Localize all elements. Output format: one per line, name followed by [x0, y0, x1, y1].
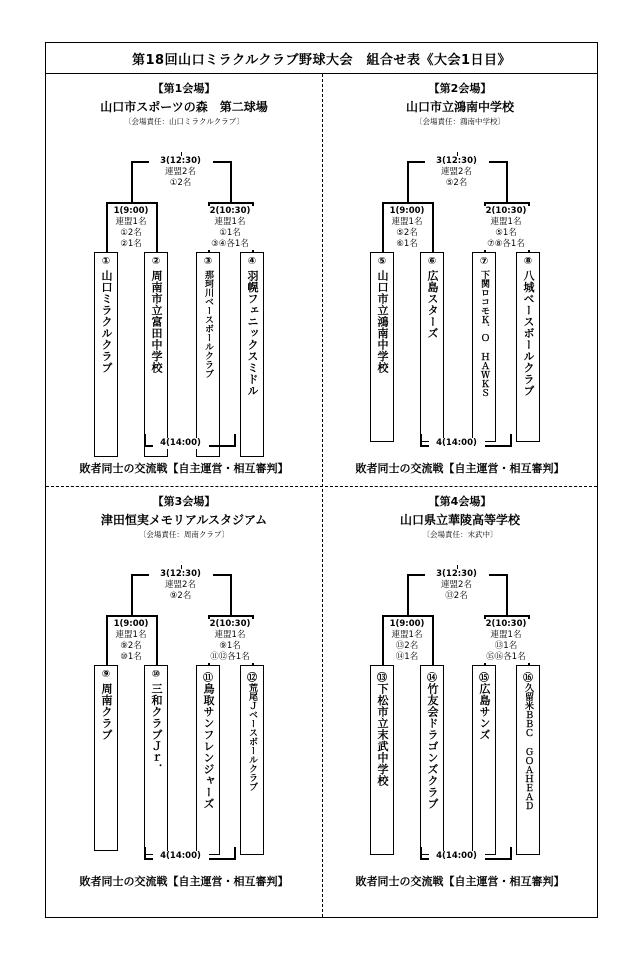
semi-match-left-official-2: ⑨2名 [120, 641, 142, 651]
venue-label: 【第2会場】 [428, 82, 492, 95]
semi-match-left-official-1: 連盟1名 [391, 630, 423, 640]
semi-match-left-official-3: ⑩1名 [120, 652, 142, 662]
semi-match-left-official-3: ⑥1名 [396, 239, 418, 249]
team-name: 山口ミラクルクラブ [100, 270, 113, 374]
semi-match-left-official-2: ⑤2名 [396, 228, 418, 238]
bracket-line [208, 615, 254, 617]
semi-match-right-number: 2(10:30) [209, 206, 251, 216]
semi-match-right-official-2: ①1名 [219, 228, 241, 238]
semi-match-left [384, 206, 430, 250]
team-name: 八城ベースボールクラブ [522, 270, 535, 397]
consolation-match-number: 4(14:00) [153, 851, 209, 862]
final-match [149, 156, 213, 189]
venue-label: 【第4会場】 [428, 495, 492, 508]
final-match-number: 3(12:30) [436, 156, 477, 166]
team-name: 三和クラブＪｒ． [150, 683, 163, 775]
final-match [425, 569, 489, 602]
team-number: ⑯ [523, 673, 533, 684]
semi-match-right-official-2: ⑤1名 [495, 228, 517, 238]
loser-exchange-note: 敗者同士の交流戦【自主運営・相互審判】 [79, 462, 289, 475]
semi-match-left-number: 1(9:00) [113, 619, 149, 629]
team-box [516, 665, 540, 855]
bracket-line [506, 161, 508, 203]
team-box [420, 252, 444, 442]
final-match-official-1: 連盟2名 [165, 167, 196, 177]
team-name: 周南市立富田中学校 [150, 270, 163, 374]
semi-match-right-official-3: ⑮⑯各1名 [486, 652, 526, 662]
team-name: 那珂川ベースボールクラブ [203, 270, 213, 378]
team-box [94, 665, 118, 851]
team-name: 山口市立鴻南中学校 [376, 270, 389, 374]
semi-match-left-number: 1(9:00) [389, 619, 425, 629]
bracket-line [230, 161, 232, 203]
bracket-line [156, 202, 158, 252]
team-box [94, 252, 118, 457]
consolation-match-number: 4(14:00) [429, 851, 485, 862]
venue-name: 山口市スポーツの森 第二球場 [100, 100, 268, 114]
semi-match-right-official-1: 連盟1名 [214, 217, 246, 227]
final-match-official-2: ①2名 [169, 178, 192, 188]
team-box [472, 252, 496, 442]
team-number: ⑧ [523, 256, 533, 267]
team-box [196, 252, 220, 457]
semi-match-left-official-2: ⑬2名 [395, 641, 419, 651]
team-box [144, 252, 168, 457]
semi-match-right [203, 206, 257, 250]
bracket-line [131, 574, 133, 616]
team-number: ⑩ [151, 669, 161, 680]
bracket-line [382, 615, 434, 617]
team-box [144, 665, 168, 855]
bracket-line [382, 202, 434, 204]
venue-name: 津田恒実メモリアルスタジアム [100, 513, 268, 527]
final-match-official-2: ⑤2名 [445, 178, 468, 188]
bracket-line [106, 615, 158, 617]
bracket-line [506, 574, 508, 616]
bracket-line [432, 615, 434, 665]
team-number: ⑭ [427, 673, 437, 684]
semi-match-left-official-1: 連盟1名 [115, 217, 147, 227]
semi-match-right-official-3: ③④各1名 [211, 239, 249, 249]
semi-match-left-official-1: 連盟1名 [115, 630, 147, 640]
team-box [240, 252, 264, 457]
venue-1 [46, 74, 322, 486]
team-box [420, 665, 444, 855]
venue-manager: 〔会場責任：山口ミラクルクラブ〕 [124, 117, 244, 126]
team-number: ② [151, 256, 161, 267]
team-number: ⑫ [247, 673, 257, 684]
consolation-match-number: 4(14:00) [153, 438, 209, 449]
bracket-line [106, 202, 158, 204]
semi-match-right [203, 619, 257, 663]
team-name: 広島サンズ [478, 683, 491, 741]
venue-name: 山口市立鴻南中学校 [405, 100, 514, 114]
loser-exchange-note: 敗者同士の交流戦【自主運営・相互審判】 [355, 462, 565, 475]
bracket-sheet [45, 42, 598, 918]
semi-match-right-official-2: ⑬1名 [494, 641, 518, 651]
team-box [370, 665, 394, 855]
bracket-line [131, 161, 133, 203]
loser-exchange-note: 敗者同士の交流戦【自主運営・相互審判】 [355, 875, 565, 888]
semi-match-right-number: 2(10:30) [485, 206, 527, 216]
final-match-number: 3(12:30) [160, 156, 201, 166]
team-number: ⑪ [203, 673, 213, 684]
bracket-line [484, 202, 530, 204]
venue-manager: 〔会場責任：末武中〕 [422, 530, 498, 539]
semi-match-left-official-1: 連盟1名 [391, 217, 423, 227]
team-number: ④ [247, 256, 257, 267]
bracket-line [407, 161, 409, 203]
final-match [425, 156, 489, 189]
semi-match-left-official-3: ②1名 [120, 239, 142, 249]
team-number: ⑮ [479, 673, 489, 684]
semi-match-right [479, 619, 533, 663]
semi-match-left-number: 1(9:00) [113, 206, 149, 216]
team-name: 下関ロコモＫ．Ｏ ＨＡＷＫＳ [479, 270, 489, 397]
team-box [240, 665, 264, 855]
semi-match-left [108, 206, 154, 250]
venue-2 [322, 74, 598, 486]
team-name: 広島スターズ [426, 270, 439, 339]
final-match-official-1: 連盟2名 [441, 580, 472, 590]
final-match [149, 569, 213, 602]
consolation-match-number: 4(14:00) [429, 438, 485, 449]
team-number: ⑥ [427, 256, 437, 267]
final-match-official-2: ⑬2名 [445, 591, 468, 601]
team-number: ⑤ [377, 256, 387, 267]
semi-match-right-official-3: ⑦⑧各1名 [487, 239, 525, 249]
venue-name: 山口県立華陵高等学校 [399, 513, 520, 527]
semi-match-right-official-1: 連盟1名 [214, 630, 246, 640]
sheet-title: 第18回山口ミラクルクラブ野球大会 組合せ表《大会1日目》 [46, 43, 597, 74]
bracket-line [484, 615, 530, 617]
semi-match-left-number: 1(9:00) [389, 206, 425, 216]
team-number: ⑬ [377, 673, 387, 684]
venue-3 [46, 487, 322, 899]
semi-match-left-official-2: ①2名 [120, 228, 142, 238]
team-number: ① [101, 256, 111, 267]
semi-match-right-official-1: 連盟1名 [490, 217, 522, 227]
team-number: ⑦ [479, 256, 489, 267]
team-name: 羽幌フェニックスミドル [246, 270, 259, 397]
final-match-official-1: 連盟2名 [441, 167, 472, 177]
semi-match-left-official-3: ⑭1名 [395, 652, 419, 662]
venue-4 [322, 487, 598, 899]
team-box [196, 665, 220, 855]
team-number: ③ [203, 256, 213, 267]
venue-manager: 〔会場責任：鴻南中学校〕 [415, 117, 505, 126]
team-box [472, 665, 496, 855]
semi-match-right-number: 2(10:30) [209, 619, 251, 629]
venue-label: 【第3会場】 [152, 495, 216, 508]
venue-manager: 〔会場責任：周南クラブ〕 [138, 530, 230, 539]
bracket-line [208, 202, 254, 204]
venue-label: 【第1会場】 [152, 82, 216, 95]
final-match-official-1: 連盟2名 [165, 580, 196, 590]
team-box [370, 252, 394, 442]
bracket-line [156, 615, 158, 665]
bracket-line [230, 574, 232, 616]
semi-match-left [108, 619, 154, 663]
final-match-number: 3(12:30) [160, 569, 201, 579]
bracket-line [407, 574, 409, 616]
bracket-line [432, 202, 434, 252]
final-match-number: 3(12:30) [436, 569, 477, 579]
team-name: 下松市立末武中学校 [376, 683, 389, 787]
semi-match-right-official-3: ⑪⑫各1名 [210, 652, 250, 662]
team-name: 竹友会ドラゴンズクラブ [426, 683, 439, 810]
loser-exchange-note: 敗者同士の交流戦【自主運営・相互審判】 [79, 875, 289, 888]
semi-match-right-number: 2(10:30) [485, 619, 527, 629]
team-number: ⑨ [101, 669, 111, 680]
team-name: 鳥取サンフレンジャーズ [202, 683, 215, 810]
team-name: 周南クラブ [100, 683, 113, 741]
team-name: 久留米ＢＢＣ ＧＯＡＨＥＡＤ [523, 683, 533, 810]
semi-match-right [479, 206, 533, 250]
semi-match-right-official-2: ⑨1名 [219, 641, 241, 651]
semi-match-right-official-1: 連盟1名 [490, 630, 522, 640]
final-match-official-2: ⑨2名 [169, 591, 192, 601]
team-name: 荒尾Ｊベースボールクラブ [247, 683, 257, 791]
team-box [516, 252, 540, 442]
semi-match-left [384, 619, 430, 663]
